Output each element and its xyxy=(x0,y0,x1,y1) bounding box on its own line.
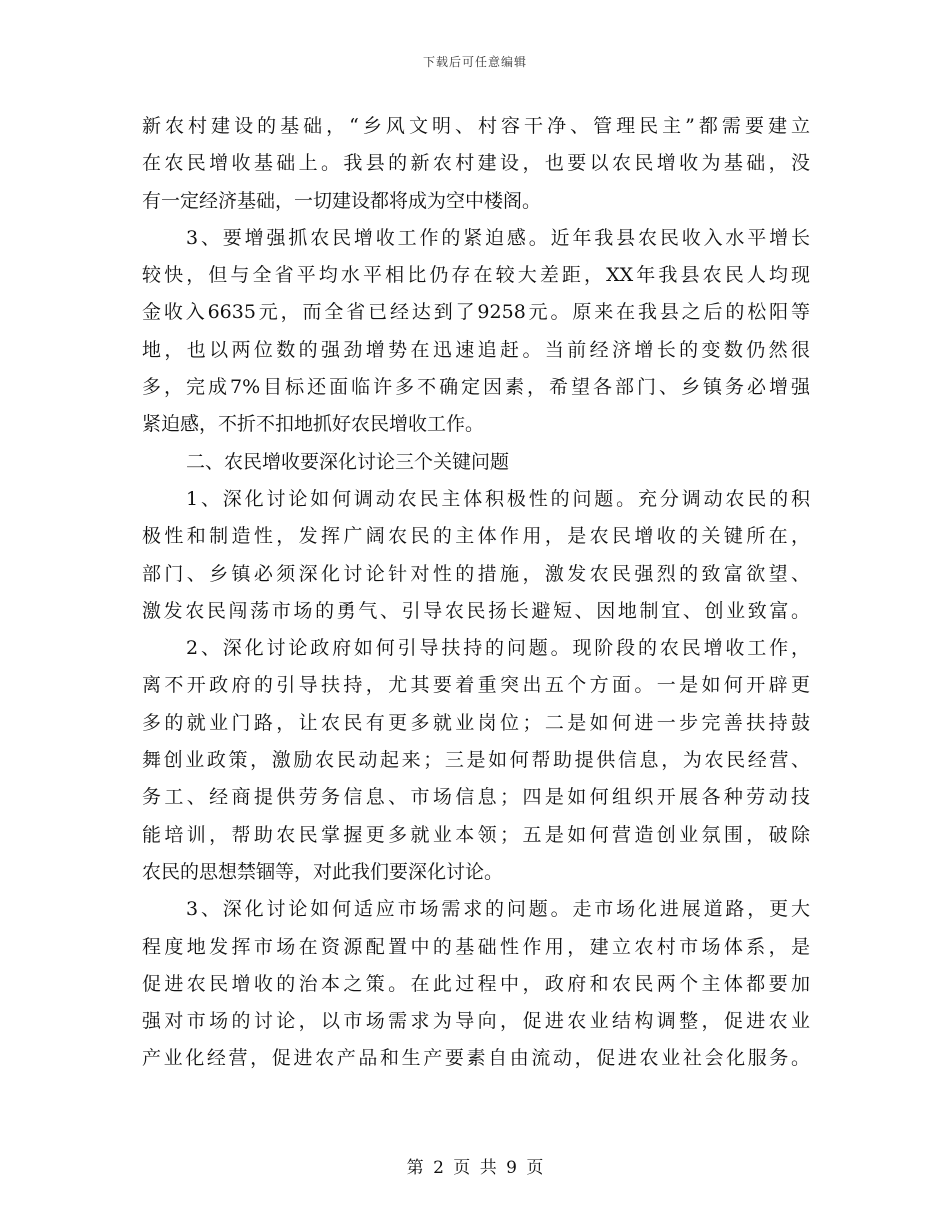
text-line: 金收入6635元，而全省已经达到了9258元。原来在我县之后的松阳等 xyxy=(142,301,810,324)
text-line: 程度地发挥市场在资源配置中的基础性作用，建立农村市场体系，是 xyxy=(142,935,810,958)
text-line: 务工、经商提供劳务信息、市场信息；四是如何组织开展各种劳动技 xyxy=(142,786,810,809)
text-line: 农民的思想禁锢等，对此我们要深化讨论。 xyxy=(142,860,504,883)
text-line: 强对市场的讨论，以市场需求为导向，促进农业结构调整，促进农业 xyxy=(142,1010,810,1033)
text-line: 3、要增强抓农民增收工作的紧迫感。近年我县农民收入水平增长 xyxy=(186,226,810,249)
text-line: 3、深化讨论如何适应市场需求的问题。走市场化进展道路，更大 xyxy=(186,898,810,921)
text-line: 2、深化讨论政府如何引导扶持的问题。现阶段的农民增收工作， xyxy=(186,637,810,660)
text-line: 能培训，帮助农民掌握更多就业本领；五是如何营造创业氛围，破除 xyxy=(142,823,810,846)
text-line: 多，完成7%目标还面临许多不确定因素，希望各部门、乡镇务必增强 xyxy=(142,376,810,399)
text-line: 地，也以两位数的强劲增势在迅速追赶。当前经济增长的变数仍然很 xyxy=(142,338,810,361)
page-header: 下载后可任意编辑 xyxy=(422,55,527,69)
text-line: 二、农民增收要深化讨论三个关键问题 xyxy=(186,450,510,473)
document-body xyxy=(142,108,810,1078)
text-line: 离不开政府的引导扶持，尤其要着重突出五个方面。一是如何开辟更 xyxy=(142,674,810,697)
text-line: 产业化经营，促进农产品和生产要素自由流动，促进农业社会化服务。 xyxy=(142,1047,810,1070)
text-line: 促进农民增收的治本之策。在此过程中，政府和农民两个主体都要加 xyxy=(142,972,810,995)
text-line: 新农村建设的基础，“乡风文明、村容干净、管理民主”都需要建立 xyxy=(142,115,810,137)
text-line: 较快，但与全省平均水平相比仍存在较大差距，XX年我县农民人均现 xyxy=(142,264,810,287)
text-line: 紧迫感，不折不扣地抓好农民增收工作。 xyxy=(142,413,485,436)
text-line: 部门、乡镇必须深化讨论针对性的措施，激发农民强烈的致富欲望、 xyxy=(142,562,810,585)
page-footer: 第 2 页 共 9 页 xyxy=(406,1158,544,1178)
text-line: 激发农民闯荡市场的勇气、引导农民扬长避短、因地制宜、创业致富。 xyxy=(142,599,810,622)
text-line: 极性和制造性，发挥广阔农民的主体作用，是农民增收的关键所在， xyxy=(142,525,810,548)
text-line: 有一定经济基础，一切建设都将成为空中楼阁。 xyxy=(142,189,542,212)
text-line: 1、深化讨论如何调动农民主体积极性的问题。充分调动农民的积 xyxy=(186,487,810,510)
text-line: 多的就业门路，让农民有更多就业岗位；二是如何进一步完善扶持鼓 xyxy=(142,711,810,734)
text-line: 在农民增收基础上。我县的新农村建设，也要以农民增收为基础，没 xyxy=(142,152,810,175)
text-line: 舞创业政策，激励农民动起来；三是如何帮助提供信息，为农民经营、 xyxy=(142,749,810,772)
